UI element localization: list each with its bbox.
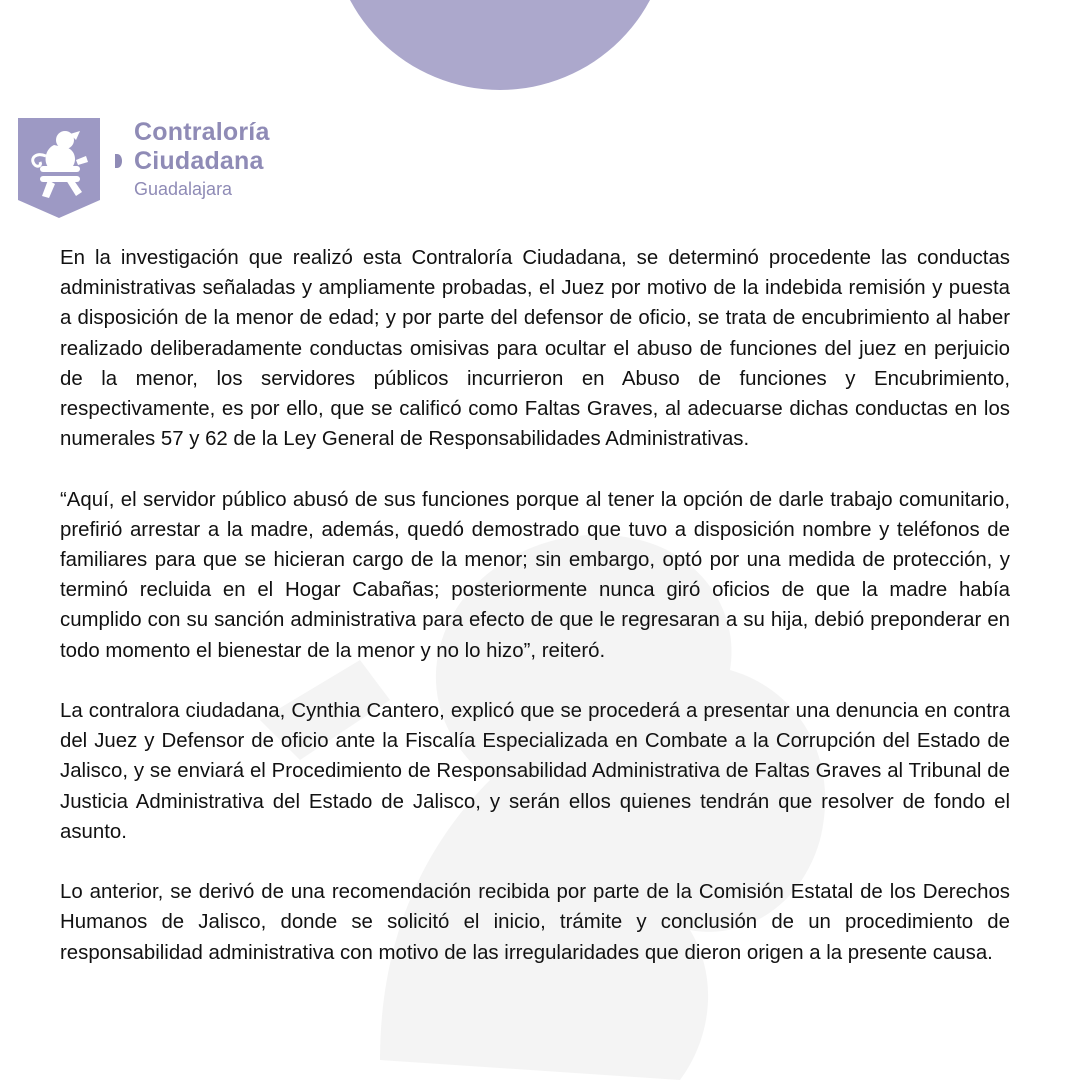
- lion-icon: [18, 118, 100, 218]
- article-paragraph: “Aquí, el servidor público abusó de sus funciones porque al tener la opción de darle trabajo comunitario, prefirió arrestar a la madre, además, quedó demostrado que tuvo a disposición nombre y teléfonos de familiares para que se hicieran cargo de la menor; sin embargo, optó por una medida de protección, y terminó recluida en el Hogar Cabañas; posteriormente nunca giró oficios de que la madre había cumplido con su sanción administrativa para efecto de que le regresaran a su hija, debió preponderar en todo momento el bienestar de la menor y no lo hizo”, reiteró.: [60, 488, 1010, 662]
- brand-city: Guadalajara: [134, 179, 233, 199]
- brand-mark-icon: [115, 154, 122, 168]
- brand-name: [113, 118, 270, 200]
- article-paragraph: En la investigación que realizó esta Contraloría Ciudadana, se determinó procedente las conductas administrativas señaladas y ampliamente probadas, el Juez por motivo de la indebida remisión y puesta a disposición de la menor de edad; y por parte del defensor de oficio, se trata de encubrimiento al haber realizado deliberadamente conductas omisivas para ocultar el abuso de funciones del juez en perjuicio de la menor, los servidores públicos incurrieron en Abuso de funciones y Encubrimiento, respectivamente, es por ello, que se calificó como Faltas Graves, al adecuarse dichas conductas en los numerales 57 y 62 de la Ley General de Responsabilidades Administrativas.: [60, 247, 1010, 451]
- article-body: [60, 243, 1010, 998]
- brand-name-line1: Contraloría: [134, 118, 270, 146]
- article-paragraph: Lo anterior, se derivó de una recomendación recibida por parte de la Comisión Estatal de los Derechos Humanos de Jalisco, donde se solicitó el inicio, trámite y conclusión de un procedimiento de responsabilidad administrativa con motivo de las irregularidades que dieron origen a la presente causa.: [60, 881, 1010, 964]
- article-paragraph: La contralora ciudadana, Cynthia Cantero, explicó que se procederá a presentar una denuncia en contra del Juez y Defensor de oficio ante la Fiscalía Especializada en Combate a la Corrupción del Estado de Jalisco, y se enviará el Procedimiento de Responsabilidad Administrativa de Faltas Graves al Tribunal de Justicia Administrativa del Estado de Jalisco, y serán ellos quienes tendrán que resolver de fondo el asunto.: [60, 700, 1010, 843]
- brand-name-line2: [113, 147, 270, 176]
- brand-name-line2-text: Ciudadana: [134, 147, 264, 175]
- decorative-arc: [330, 0, 670, 90]
